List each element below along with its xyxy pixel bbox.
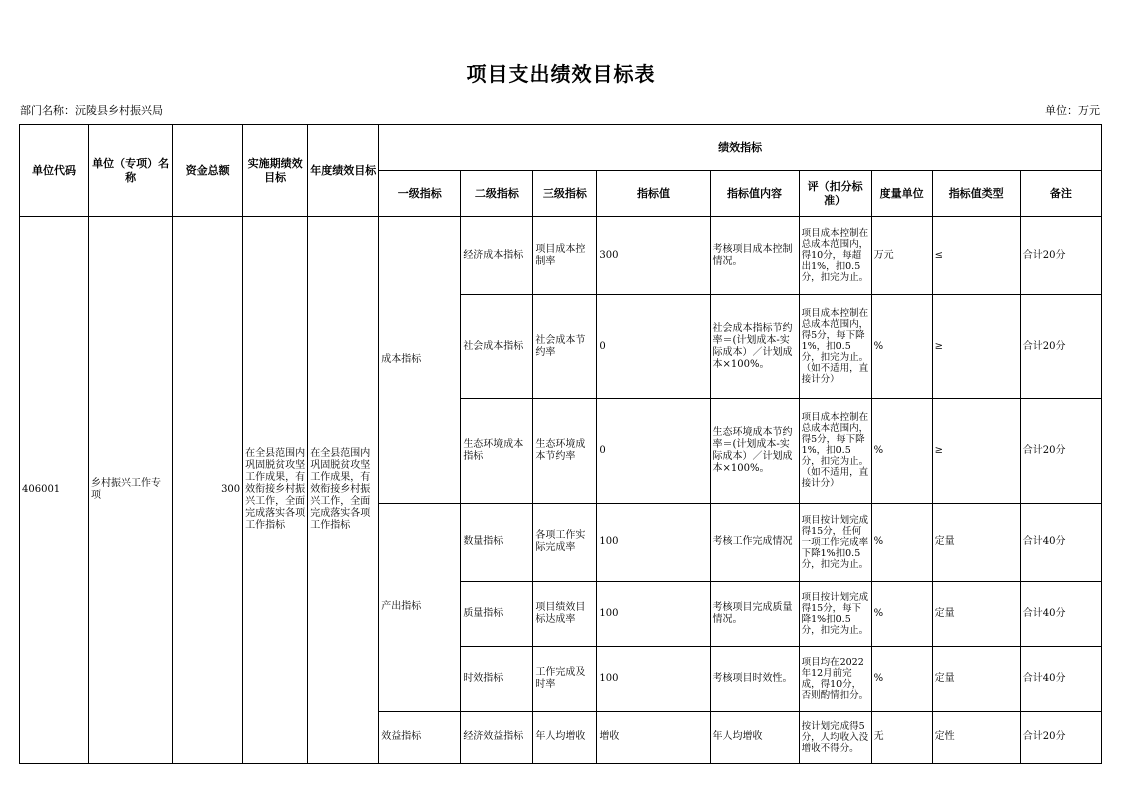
scoring-cell: 项目成本控制在总成本范围内，得5分，每下降1%，扣0.5分，扣完为止。（如不适用，直接计分） [799,399,871,503]
level3-cell: 社会成本节约率 [533,295,597,399]
level3-cell: 项目绩效目标达成率 [533,581,597,646]
remark-cell: 合计40分 [1020,503,1101,581]
remark-cell: 合计20分 [1020,295,1101,399]
header-scoring: 评（扣分标准） [799,171,871,217]
level1-benefit-cell: 效益指标 [379,711,461,763]
value-cell: 100 [597,646,710,711]
level2-cell: 生态环境成本指标 [461,399,533,503]
remark-cell: 合计40分 [1020,646,1101,711]
level1-output-cell: 产出指标 [379,503,461,711]
level3-cell: 各项工作实际完成率 [533,503,597,581]
measure-unit-cell: % [871,646,932,711]
content-cell: 年人均增收 [710,711,799,763]
content-cell: 考核项目完成质量情况。 [710,581,799,646]
level3-cell: 项目成本控制率 [533,217,597,295]
header-measure-unit: 度量单位 [871,171,932,217]
value-type-cell: 定性 [932,711,1020,763]
level2-cell: 经济成本指标 [461,217,533,295]
header-value-type: 指标值类型 [932,171,1020,217]
annual-goal-cell: 在全县范围内巩固脱贫攻坚工作成果，有效衔接乡村振兴工作，全面完成落实各项工作指标 [308,217,379,764]
header-level1: 一级指标 [379,171,461,217]
currency-unit: 单位：万元 [1045,104,1100,117]
scoring-cell: 项目均在2022年12月前完成，得10分，否则酌情扣分。 [799,646,871,711]
value-cell: 增收 [597,711,710,763]
value-cell: 300 [597,217,710,295]
scoring-cell: 按计划完成得5分，人均收入没增收不得分。 [799,711,871,763]
value-type-cell: 定量 [932,581,1020,646]
remark-cell: 合计20分 [1020,711,1101,763]
measure-unit-cell: 万元 [871,217,932,295]
header-unit-code: 单位代码 [20,125,89,217]
remark-cell: 合计20分 [1020,399,1101,503]
value-cell: 0 [597,295,710,399]
header-remark: 备注 [1020,171,1101,217]
level2-cell: 时效指标 [461,646,533,711]
unit-name-cell: 乡村振兴工作专项 [89,217,173,764]
value-cell: 100 [597,581,710,646]
header-level2: 二级指标 [461,171,533,217]
value-type-cell: ≥ [932,295,1020,399]
remark-cell: 合计20分 [1020,217,1101,295]
measure-unit-cell: % [871,295,932,399]
period-goal-cell: 在全县范围内巩固脱贫攻坚工作成果，有效衔接乡村振兴工作，全面完成落实各项工作指标 [243,217,308,764]
value-type-cell: ≥ [932,399,1020,503]
performance-target-table [19,124,1102,764]
header-annual-goal: 年度绩效目标 [308,125,379,217]
measure-unit-cell: % [871,503,932,581]
value-cell: 0 [597,399,710,503]
value-type-cell: 定量 [932,503,1020,581]
table-row [20,217,1102,295]
header-value: 指标值 [597,171,710,217]
total-funds-cell: 300 [173,217,243,764]
level2-cell: 经济效益指标 [461,711,533,763]
value-type-cell: 定量 [932,646,1020,711]
header-total-funds: 资金总额 [173,125,243,217]
unit-code-cell: 406001 [20,217,89,764]
header-indicators: 绩效指标 [379,125,1102,171]
header-level3: 三级指标 [533,171,597,217]
content-cell: 考核项目成本控制情况。 [710,217,799,295]
level2-cell: 数量指标 [461,503,533,581]
measure-unit-cell: % [871,399,932,503]
header-content: 指标值内容 [710,171,799,217]
scoring-cell: 项目成本控制在总成本范围内，得5分，每下降1%，扣0.5分，扣完为止。（如不适用，直接计分） [799,295,871,399]
level2-cell: 质量指标 [461,581,533,646]
measure-unit-cell: % [871,581,932,646]
page-title: 项目支出绩效目标表 [466,62,656,86]
level3-cell: 工作完成及时率 [533,646,597,711]
department-name: 部门名称：沅陵县乡村振兴局 [20,104,163,117]
level1-cost-cell: 成本指标 [379,217,461,503]
value-type-cell: ≤ [932,217,1020,295]
remark-cell: 合计40分 [1020,581,1101,646]
header-unit-name: 单位（专项）名称 [89,125,173,217]
content-cell: 考核项目时效性。 [710,646,799,711]
scoring-cell: 项目按计划完成得15分，任何一项工作完成率下降1%扣0.5分，扣完为止。 [799,503,871,581]
content-cell: 生态环境成本节约率＝(计划成本-实际成本）／计划成本×100%。 [710,399,799,503]
value-cell: 100 [597,503,710,581]
level3-cell: 年人均增收 [533,711,597,763]
header-period-goal: 实施期绩效目标 [243,125,308,217]
scoring-cell: 项目成本控制在总成本范围内，得10分，每超出1%，扣0.5分，扣完为止。 [799,217,871,295]
scoring-cell: 项目按计划完成得15分，每下降1%扣0.5分，扣完为止。 [799,581,871,646]
measure-unit-cell: 无 [871,711,932,763]
level3-cell: 生态环境成本节约率 [533,399,597,503]
content-cell: 考核工作完成情况 [710,503,799,581]
content-cell: 社会成本指标节约率＝(计划成本-实际成本）／计划成本×100%。 [710,295,799,399]
level2-cell: 社会成本指标 [461,295,533,399]
